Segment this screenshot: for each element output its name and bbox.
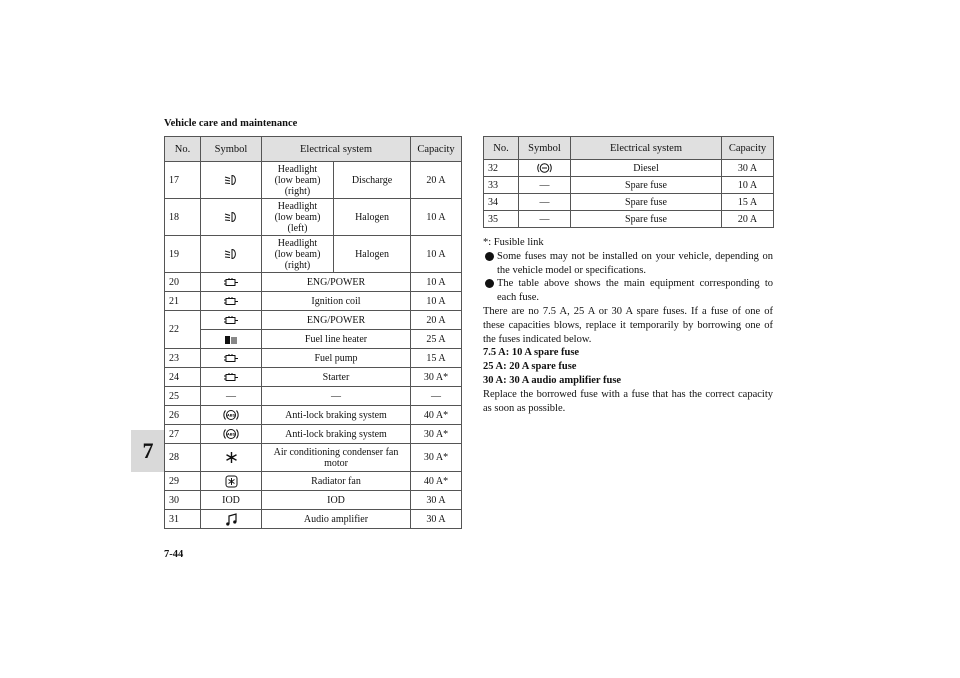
fuse-number: 33 [484, 177, 519, 194]
spare-rule-line: 30 A: 30 A audio amplifier fuse [483, 374, 622, 386]
table-row [165, 162, 462, 199]
system-name-cell [262, 236, 334, 273]
fusible-link-note: *: Fusible link [483, 237, 544, 248]
capacity-value: 30 A* [411, 368, 462, 387]
engine-icon [223, 353, 239, 364]
symbol-cell [201, 349, 262, 368]
system-name: IOD [262, 491, 411, 510]
fuse-number: 21 [165, 292, 201, 311]
symbol-text: — [519, 177, 571, 194]
table-row [165, 510, 462, 529]
capacity-value: 30 A [722, 160, 774, 177]
table-row [165, 425, 462, 444]
capacity-value: 30 A* [411, 444, 462, 472]
table-row [165, 330, 462, 349]
capacity-value: 10 A [411, 273, 462, 292]
symbol-text: — [201, 387, 262, 406]
fuse-number: 22 [165, 311, 201, 349]
column-header-symbol: Symbol [519, 137, 571, 160]
system-name: — [262, 387, 411, 406]
system-name: ENG/POWER [262, 311, 411, 330]
fuse-number: 35 [484, 211, 519, 228]
fuse-table-left [164, 136, 462, 529]
engine-icon [223, 372, 239, 383]
table-header-row [484, 137, 774, 160]
system-name-cell [262, 199, 334, 236]
headlight-low-beam-icon [224, 248, 238, 260]
closing-paragraph: Replace the borrowed fuse with a fuse that has the correct capacity as soon as possible. [483, 388, 773, 414]
fuse-number: 27 [165, 425, 201, 444]
table-row [165, 349, 462, 368]
bullet-text: The table above shows the main equipment corresponding to each fuse. [497, 278, 773, 304]
table-row [165, 368, 462, 387]
symbol-cell [201, 273, 262, 292]
system-line: (low beam) [274, 248, 321, 260]
engine-icon [223, 277, 239, 288]
system-name: Fuel line heater [262, 330, 411, 349]
system-line: (low beam) [274, 211, 321, 223]
capacity-value: 40 A* [411, 406, 462, 425]
table-row [165, 387, 462, 406]
system-name-cell [262, 444, 411, 472]
column-header-capacity: Capacity [722, 137, 774, 160]
symbol-cell [201, 162, 262, 199]
capacity-value: 10 A [411, 199, 462, 236]
section-title: Vehicle care and maintenance [164, 118, 298, 129]
bullet-dot-icon [485, 252, 494, 261]
diesel-icon [537, 162, 552, 174]
capacity-value: 10 A [411, 236, 462, 273]
column-header-symbol: Symbol [201, 137, 262, 162]
fuse-number: 28 [165, 444, 201, 472]
fuse-number: 31 [165, 510, 201, 529]
headlight-type: Halogen [334, 199, 411, 236]
bullet-text: Some fuses may not be installed on your vehicle, depending on the vehicle model or specifications. [497, 250, 773, 276]
fuse-number: 29 [165, 472, 201, 491]
fuse-number: 17 [165, 162, 201, 199]
system-line: (left) [287, 222, 308, 234]
system-name: Spare fuse [571, 211, 722, 228]
fuel-line-heater-icon [224, 334, 238, 345]
column-header-no: No. [165, 137, 201, 162]
symbol-cell [201, 425, 262, 444]
symbol-cell [201, 406, 262, 425]
capacity-value: 30 A [411, 491, 462, 510]
system-name-cell [262, 162, 334, 199]
capacity-value: 30 A [411, 510, 462, 529]
system-line: Air conditioning condenser fan [273, 446, 399, 458]
system-line: (right) [284, 259, 311, 271]
fuse-number: 30 [165, 491, 201, 510]
symbol-cell [201, 472, 262, 491]
table-row [484, 194, 774, 211]
system-name: Audio amplifier [262, 510, 411, 529]
abs-icon [223, 408, 239, 422]
system-name: Spare fuse [571, 177, 722, 194]
system-line: (low beam) [274, 174, 321, 186]
notes-section [483, 236, 773, 415]
column-header-capacity: Capacity [411, 137, 462, 162]
table-row [165, 292, 462, 311]
system-name: Fuel pump [262, 349, 411, 368]
symbol-cell [201, 199, 262, 236]
fuse-number: 24 [165, 368, 201, 387]
capacity-value: 20 A [722, 211, 774, 228]
system-line: Headlight [277, 200, 318, 212]
headlight-type: Discharge [334, 162, 411, 199]
capacity-value: 30 A* [411, 425, 462, 444]
system-line: motor [324, 457, 348, 469]
symbol-text: IOD [201, 491, 262, 510]
fuse-number: 20 [165, 273, 201, 292]
fuse-number: 23 [165, 349, 201, 368]
system-name: Starter [262, 368, 411, 387]
bullet-item [483, 277, 773, 305]
table-row [165, 472, 462, 491]
symbol-cell [201, 368, 262, 387]
symbol-cell [201, 311, 262, 330]
capacity-value: 40 A* [411, 472, 462, 491]
engine-icon [223, 296, 239, 307]
svg-text:ABS: ABS [226, 432, 236, 437]
headlight-low-beam-icon [224, 211, 238, 223]
abs-icon [223, 427, 239, 441]
symbol-cell [201, 330, 262, 349]
fuse-table-right [483, 136, 774, 228]
fuse-number: 32 [484, 160, 519, 177]
table-row [484, 211, 774, 228]
symbol-cell [201, 292, 262, 311]
capacity-value: 15 A [411, 349, 462, 368]
system-name: Spare fuse [571, 194, 722, 211]
spare-fuse-paragraph: There are no 7.5 A, 25 A or 30 A spare fuses. If a fuse of one of these capacities blows, replace it temporarily by borrowing one of the fuses indicated below. [483, 305, 773, 345]
table-row [165, 273, 462, 292]
capacity-value: — [411, 387, 462, 406]
page-number: 7-44 [164, 549, 184, 560]
chapter-tab: 7 [131, 430, 165, 472]
ac-condenser-fan-icon [225, 451, 238, 464]
system-name: Anti-lock braking system [262, 425, 411, 444]
fuse-number: 34 [484, 194, 519, 211]
capacity-value: 10 A [722, 177, 774, 194]
system-name: Radiator fan [262, 472, 411, 491]
capacity-value: 10 A [411, 292, 462, 311]
column-header-no: No. [484, 137, 519, 160]
table-row [165, 311, 462, 330]
svg-text:ABS: ABS [226, 413, 236, 418]
headlight-low-beam-icon [224, 174, 238, 186]
capacity-value: 15 A [722, 194, 774, 211]
table-row [484, 160, 774, 177]
table-row [165, 491, 462, 510]
symbol-cell [519, 160, 571, 177]
system-name: ENG/POWER [262, 273, 411, 292]
fuse-number: 26 [165, 406, 201, 425]
capacity-value: 20 A [411, 162, 462, 199]
symbol-cell [201, 444, 262, 472]
capacity-value: 25 A [411, 330, 462, 349]
table-row [165, 444, 462, 472]
table-row [165, 406, 462, 425]
bullet-dot-icon [485, 279, 494, 288]
system-name: Ignition coil [262, 292, 411, 311]
capacity-value: 20 A [411, 311, 462, 330]
audio-amplifier-icon [225, 513, 238, 526]
symbol-text: — [519, 211, 571, 228]
symbol-cell [201, 236, 262, 273]
fuse-number: 19 [165, 236, 201, 273]
spare-rule-line: 25 A: 20 A spare fuse [483, 361, 577, 373]
headlight-type: Halogen [334, 236, 411, 273]
symbol-cell [201, 510, 262, 529]
table-row [165, 236, 462, 273]
column-header-system: Electrical system [571, 137, 722, 160]
system-line: (right) [284, 185, 311, 197]
fuse-number: 25 [165, 387, 201, 406]
system-name: Anti-lock braking system [262, 406, 411, 425]
table-header-row [165, 137, 462, 162]
radiator-fan-icon [225, 475, 238, 488]
engine-icon [223, 315, 239, 326]
system-line: Headlight [277, 163, 318, 175]
fuse-number: 18 [165, 199, 201, 236]
spare-rule-line: 7.5 A: 10 A spare fuse [483, 347, 580, 359]
table-row [484, 177, 774, 194]
table-row [165, 199, 462, 236]
column-header-system: Electrical system [262, 137, 411, 162]
system-name: Diesel [571, 160, 722, 177]
system-line: Headlight [277, 237, 318, 249]
bullet-item [483, 250, 773, 278]
symbol-text: — [519, 194, 571, 211]
